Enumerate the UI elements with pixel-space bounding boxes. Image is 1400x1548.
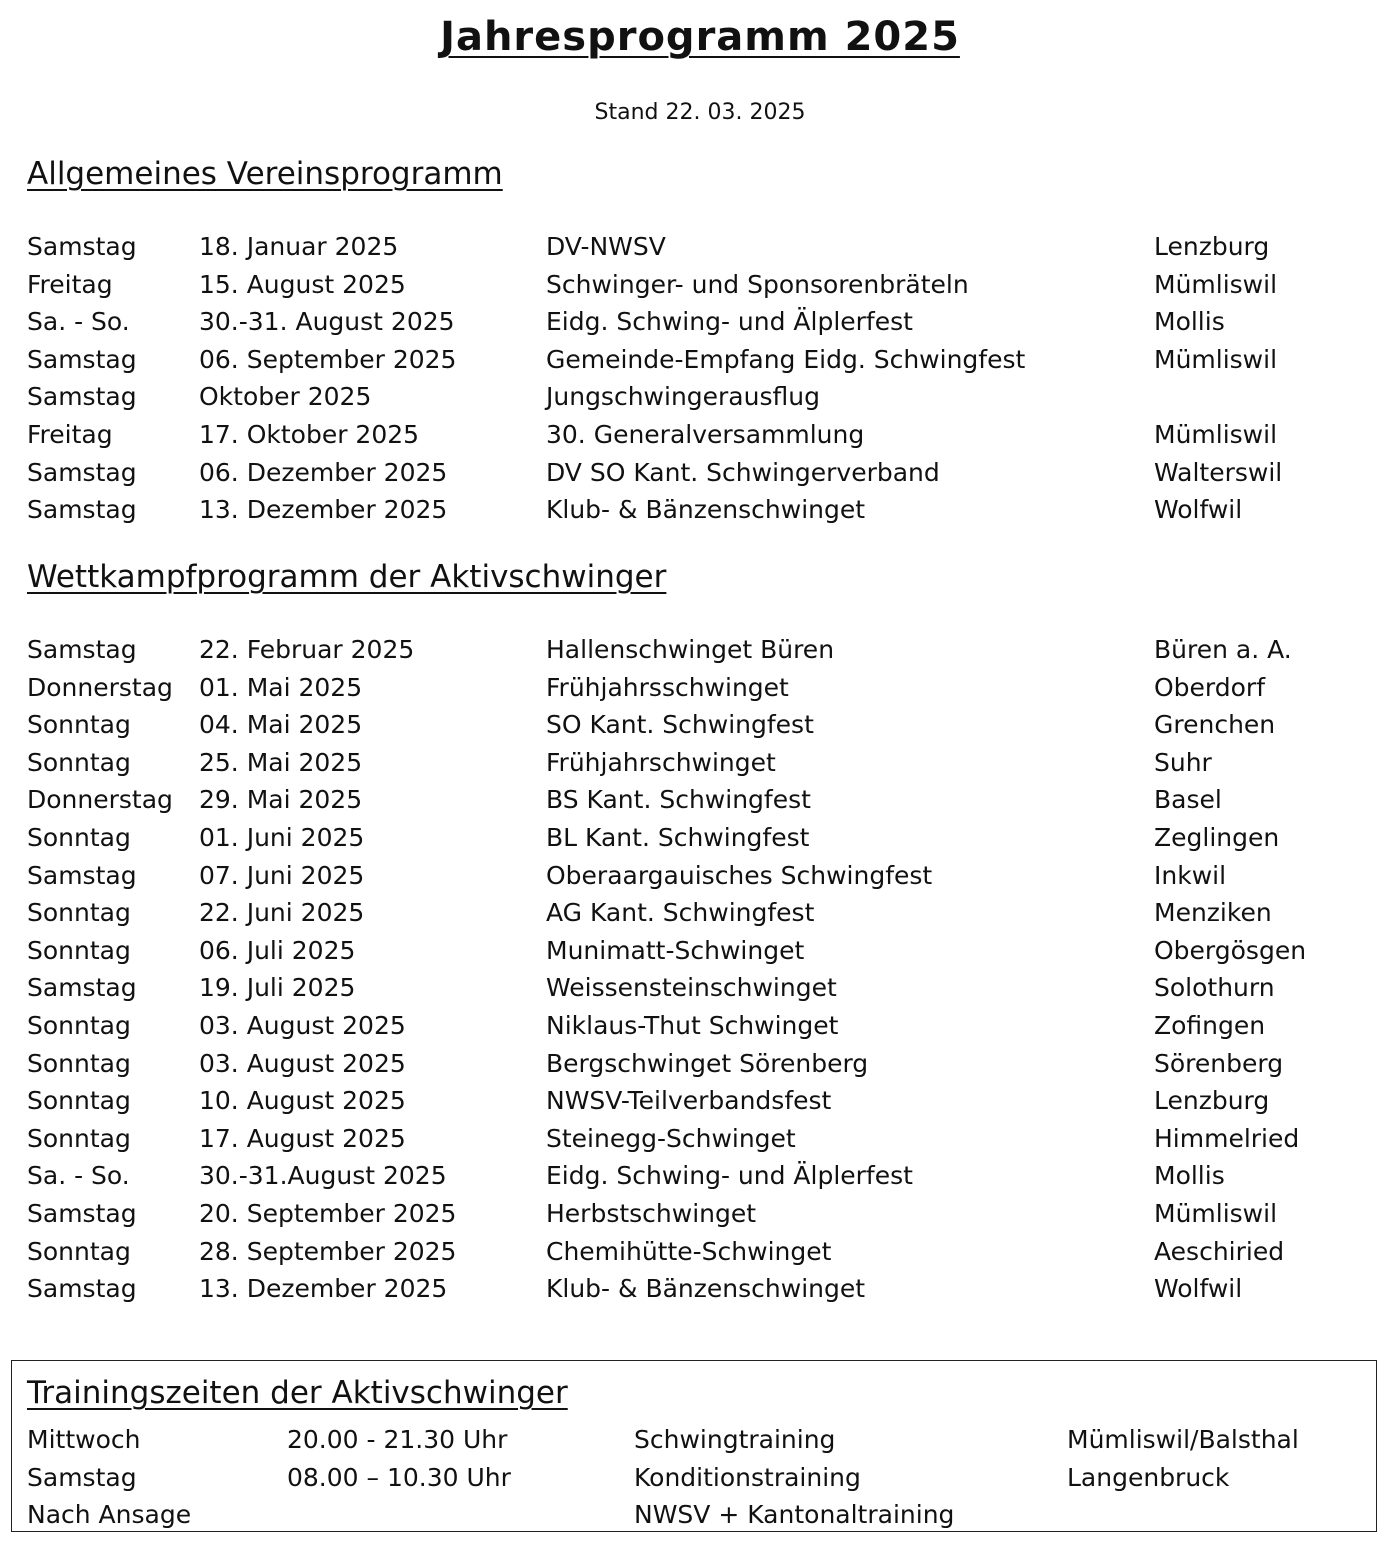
place-cell: Obergösgen [1154, 935, 1307, 965]
event-cell: Steinegg-Schwinget [546, 1123, 796, 1153]
place-cell: Sörenberg [1154, 1048, 1284, 1078]
day-cell: Freitag [27, 419, 113, 449]
day-cell: Samstag [27, 1198, 137, 1228]
date-cell: 06. Dezember 2025 [199, 457, 448, 487]
training-table [27, 1421, 1367, 1534]
day-cell: Sonntag [27, 822, 131, 852]
place-cell: Basel [1154, 785, 1222, 815]
day-cell: Sonntag [27, 1123, 131, 1153]
table-row [27, 491, 1367, 529]
table-row [27, 1157, 1367, 1195]
date-cell: 28. September 2025 [199, 1236, 457, 1266]
day-cell: Samstag [27, 1462, 137, 1492]
date-cell: 04. Mai 2025 [199, 710, 363, 740]
event-cell: Munimatt-Schwinget [546, 935, 805, 965]
date-cell: 01. Mai 2025 [199, 672, 363, 702]
place-cell: Suhr [1154, 747, 1212, 777]
event-cell: Weissensteinschwinget [546, 973, 837, 1003]
day-cell: Samstag [27, 495, 137, 525]
table-row [27, 1270, 1367, 1308]
day-cell: Samstag [27, 860, 137, 890]
event-cell: Jungschwingerausflug [546, 382, 820, 412]
event-cell: BL Kant. Schwingfest [546, 822, 810, 852]
place-cell: Wolfwil [1154, 495, 1243, 525]
event-cell: Schwinger- und Sponsorenbräteln [546, 269, 969, 299]
day-cell: Sonntag [27, 710, 131, 740]
document-title: Jahresprogramm 2025 [440, 14, 960, 60]
day-cell: Samstag [27, 382, 137, 412]
event-cell: Oberaargauisches Schwingfest [546, 860, 933, 890]
date-cell: 30.-31. August 2025 [199, 307, 455, 337]
date-cell: 18. Januar 2025 [199, 232, 399, 261]
day-cell: Nach Ansage [27, 1500, 192, 1530]
date-cell: 19. Juli 2025 [199, 973, 356, 1003]
place-cell: Menziken [1154, 898, 1272, 928]
event-cell: Klub- & Bänzenschwinget [546, 1274, 866, 1304]
event-cell: Klub- & Bänzenschwinget [546, 495, 866, 525]
date-cell: Oktober 2025 [199, 382, 372, 412]
date-cell: 03. August 2025 [199, 1010, 406, 1040]
place-cell: Büren a. A. [1154, 635, 1292, 664]
table-row [27, 744, 1367, 782]
event-cell: Bergschwinget Sörenberg [546, 1048, 869, 1078]
date-cell: 15. August 2025 [199, 269, 406, 299]
place-cell: Mümliswil [1154, 1198, 1278, 1228]
event-cell: Frühjahrschwinget [546, 747, 776, 777]
table-row [27, 266, 1367, 304]
table-row [27, 969, 1367, 1007]
section-heading-wettkampfprogramm: Wettkampfprogramm der Aktivschwinger [27, 559, 667, 595]
place-cell: Langenbruck [1067, 1462, 1230, 1492]
date-cell: 20. September 2025 [199, 1198, 457, 1228]
place-cell: Mollis [1154, 1161, 1225, 1191]
date-cell: 07. Juni 2025 [199, 860, 365, 890]
date-cell: 03. August 2025 [199, 1048, 406, 1078]
table-row [27, 1120, 1367, 1158]
place-cell: Mollis [1154, 307, 1225, 337]
event-cell: SO Kant. Schwingfest [546, 710, 814, 740]
event-cell: Herbstschwinget [546, 1198, 757, 1228]
day-cell: Samstag [27, 1274, 137, 1304]
event-cell: Eidg. Schwing- und Älplerfest [546, 1161, 913, 1191]
day-cell: Samstag [27, 344, 137, 374]
date-cell: 13. Dezember 2025 [199, 495, 448, 525]
table-row [27, 781, 1367, 819]
wettkampfprogramm-table [27, 631, 1367, 1308]
event-cell: Gemeinde-Empfang Eidg. Schwingfest [546, 344, 1026, 374]
day-cell: Sa. - So. [27, 1161, 130, 1191]
table-row [27, 932, 1367, 970]
table-row [27, 1007, 1367, 1045]
event-cell: NWSV-Teilverbandsfest [546, 1086, 832, 1116]
table-row [27, 303, 1367, 341]
date-cell: 01. Juni 2025 [199, 822, 365, 852]
table-row [27, 454, 1367, 492]
table-row [27, 1496, 1367, 1534]
place-cell: Himmelried [1154, 1123, 1300, 1153]
date-cell: 06. September 2025 [199, 344, 457, 374]
place-cell: Mümliswil [1154, 419, 1278, 449]
table-row [27, 1459, 1367, 1497]
date-cell: 29. Mai 2025 [199, 785, 363, 815]
table-row [27, 669, 1367, 707]
event-cell: 30. Generalversammlung [546, 419, 865, 449]
place-cell: Lenzburg [1154, 232, 1270, 261]
day-cell: Donnerstag [27, 672, 173, 702]
event-cell: DV-NWSV [546, 232, 666, 261]
day-cell: Donnerstag [27, 785, 173, 815]
place-cell: Lenzburg [1154, 1086, 1270, 1116]
training-type-cell: Schwingtraining [634, 1425, 836, 1454]
place-cell: Inkwil [1154, 860, 1227, 890]
place-cell: Wolfwil [1154, 1274, 1243, 1304]
section-heading-training: Trainingszeiten der Aktivschwinger [27, 1375, 568, 1411]
table-row [27, 378, 1367, 416]
table-row [27, 894, 1367, 932]
time-cell: 08.00 – 10.30 Uhr [287, 1462, 511, 1492]
date-cell: 17. August 2025 [199, 1123, 406, 1153]
day-cell: Samstag [27, 973, 137, 1003]
date-cell: 25. Mai 2025 [199, 747, 363, 777]
day-cell: Sonntag [27, 1236, 131, 1266]
date-cell: 30.-31.August 2025 [199, 1161, 447, 1191]
day-cell: Sonntag [27, 1086, 131, 1116]
training-box [11, 1360, 1377, 1532]
table-row [27, 857, 1367, 895]
day-cell: Samstag [27, 232, 137, 261]
table-row [27, 1421, 1367, 1459]
day-cell: Freitag [27, 269, 113, 299]
date-cell: 06. Juli 2025 [199, 935, 356, 965]
place-cell: Mümliswil/Balsthal [1067, 1425, 1299, 1454]
place-cell: Oberdorf [1154, 672, 1266, 702]
place-cell: Solothurn [1154, 973, 1275, 1003]
event-cell: AG Kant. Schwingfest [546, 898, 815, 928]
event-cell: Frühjahrsschwinget [546, 672, 789, 702]
event-cell: BS Kant. Schwingfest [546, 785, 811, 815]
place-cell: Zofingen [1154, 1010, 1266, 1040]
place-cell: Mümliswil [1154, 269, 1278, 299]
day-cell: Sonntag [27, 747, 131, 777]
table-row [27, 631, 1367, 669]
date-cell: 13. Dezember 2025 [199, 1274, 448, 1304]
day-cell: Sonntag [27, 898, 131, 928]
day-cell: Sonntag [27, 1048, 131, 1078]
day-cell: Sonntag [27, 935, 131, 965]
event-cell: DV SO Kant. Schwingerverband [546, 457, 940, 487]
day-cell: Samstag [27, 457, 137, 487]
day-cell: Sonntag [27, 1010, 131, 1040]
date-cell: 22. Juni 2025 [199, 898, 365, 928]
date-cell: 17. Oktober 2025 [199, 419, 420, 449]
section-heading-vereinsprogramm: Allgemeines Vereinsprogramm [27, 156, 503, 192]
table-row [27, 819, 1367, 857]
event-cell: Hallenschwinget Büren [546, 635, 835, 664]
place-cell: Mümliswil [1154, 344, 1278, 374]
training-type-cell: NWSV + Kantonaltraining [634, 1500, 955, 1530]
place-cell: Aeschiried [1154, 1236, 1285, 1266]
place-cell: Zeglingen [1154, 822, 1280, 852]
event-cell: Chemihütte-Schwinget [546, 1236, 832, 1266]
table-row [27, 416, 1367, 454]
day-cell: Samstag [27, 635, 137, 664]
table-row [27, 706, 1367, 744]
training-type-cell: Konditionstraining [634, 1462, 861, 1492]
table-row [27, 341, 1367, 379]
event-cell: Eidg. Schwing- und Älplerfest [546, 307, 913, 337]
day-cell: Mittwoch [27, 1425, 141, 1454]
place-cell: Grenchen [1154, 710, 1276, 740]
day-cell: Sa. - So. [27, 307, 130, 337]
place-cell: Walterswil [1154, 457, 1283, 487]
table-row [27, 1195, 1367, 1233]
document-date-stamp: Stand 22. 03. 2025 [594, 100, 806, 125]
event-cell: Niklaus-Thut Schwinget [546, 1010, 839, 1040]
date-cell: 22. Februar 2025 [199, 635, 415, 664]
table-row [27, 1045, 1367, 1083]
date-cell: 10. August 2025 [199, 1086, 406, 1116]
table-row [27, 1082, 1367, 1120]
table-row [27, 1233, 1367, 1271]
time-cell: 20.00 - 21.30 Uhr [287, 1425, 508, 1454]
vereinsprogramm-table [27, 228, 1367, 529]
table-row [27, 228, 1367, 266]
